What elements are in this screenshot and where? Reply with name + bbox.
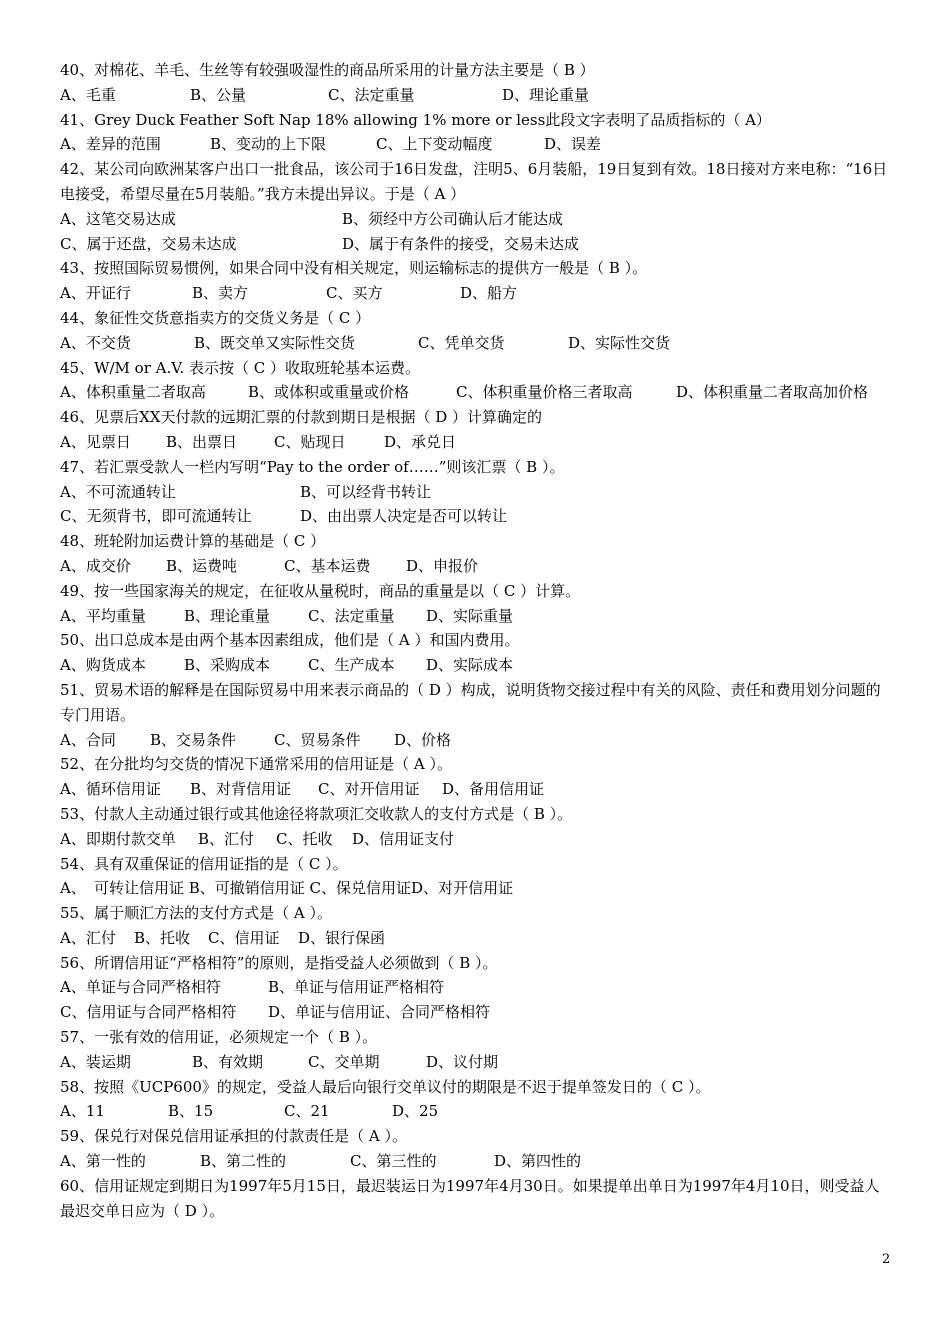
option: C、凭单交货	[418, 333, 505, 352]
options-row	[60, 1149, 890, 1174]
option: C、贴现日	[274, 432, 346, 451]
question-stem: 54、具有双重保证的信用证指的是（ C ）。	[60, 854, 348, 873]
option: C、属于还盘，交易未达成	[60, 234, 237, 253]
options-row	[60, 331, 890, 356]
option: A、第一性的	[60, 1152, 146, 1171]
option: B、理论重量	[184, 606, 271, 625]
question-stem: 59、保兑行对保兑信用证承担的付款责任是（ A ）。	[60, 1127, 407, 1146]
option: C、买方	[326, 284, 383, 303]
option: D、银行保函	[298, 928, 386, 947]
option: A、见票日	[60, 432, 131, 451]
option: D、价格	[394, 730, 452, 749]
option: B、出票日	[166, 432, 238, 451]
option: D、实际性交货	[568, 333, 671, 352]
option: A、装运期	[60, 1052, 131, 1071]
option: B、第二性的	[200, 1152, 287, 1171]
option: B、既交单又实际性交货	[194, 333, 356, 352]
options-row	[60, 83, 890, 108]
option: C、基本运费	[284, 556, 371, 575]
option: C、贸易条件	[274, 730, 361, 749]
options-row	[60, 480, 890, 505]
option: B、交易条件	[150, 730, 237, 749]
option: A、不可流通转让	[60, 482, 176, 501]
option: C、法定重量	[328, 85, 415, 104]
options-row	[60, 777, 890, 802]
option: D、承兑日	[384, 432, 457, 451]
options-row	[60, 430, 890, 455]
question-stem: 58、按照《UCP600》的规定，受益人最后向银行交单议付的期限是不迟于提单签发日的（ C ）。	[60, 1077, 711, 1096]
options-row	[60, 504, 890, 529]
option: D、实际重量	[426, 606, 514, 625]
option: A、循环信用证	[60, 780, 161, 799]
question-stem: 60、信用证规定到期日为1997年5月15日，最迟装运日为1997年4月30日。如果提单出单日为1997年4月10日，则受益人最迟交单日应为（ D ）。	[60, 1176, 880, 1220]
option: D、理论重量	[502, 85, 590, 104]
option: C、托收	[276, 829, 333, 848]
option: C、信用证	[208, 928, 280, 947]
question-stem: 46、见票后XX天付款的远期汇票的付款到期日是根据（ D ）计算确定的	[60, 408, 543, 427]
option: A、体积重量二者取高	[60, 383, 206, 402]
question-stem: 48、班轮附加运费计算的基础是（ C ）	[60, 532, 326, 551]
option: D、信用证支付	[352, 829, 455, 848]
option: C、信用证与合同严格相符	[60, 1003, 237, 1022]
option: C、交单期	[308, 1052, 380, 1071]
option: A、即期付款交单	[60, 829, 176, 848]
option: C、生产成本	[308, 656, 395, 675]
option: D、申报价	[406, 556, 479, 575]
options-row	[60, 1050, 890, 1075]
option: B、单证与信用证严格相符	[268, 978, 445, 997]
option: D、属于有条件的接受，交易未达成	[342, 234, 580, 253]
option: A、成交价	[60, 556, 131, 575]
option: A、差异的范围	[60, 135, 161, 154]
option: B、变动的上下限	[210, 135, 327, 154]
option: C、无须背书，即可流通转让	[60, 507, 252, 526]
question-stem: 55、属于顺汇方法的支付方式是（ A ）。	[60, 904, 332, 923]
question-stem: 47、若汇票受款人一栏内写明“Pay to the order of……”则该汇票（ B ）。	[60, 457, 565, 476]
question-stem: 42、某公司向欧洲某客户出口一批食品，该公司于16日发盘，注明5、6月装船，19日复到有效。18日接对方来电称：“16日电接受，希望尽量在5月装船。”我方未提出异议。于是（ A ）	[60, 160, 888, 203]
options-row	[60, 728, 890, 753]
question-stem: 43、按照国际贸易惯例，如果合同中没有相关规定，则运输标志的提供方一般是（ B ）。	[60, 259, 648, 278]
options-row	[60, 876, 890, 901]
question-stem: 41、Grey Duck Feather Soft Nap 18% allowing 1% more or less此段文字表明了品质指标的（ A）	[60, 110, 771, 129]
option: D、体积重量二者取高加价格	[676, 383, 869, 402]
question-stem: 49、按一些国家海关的规定，在征收从量税时，商品的重量是以（ C ）计算。	[60, 581, 581, 600]
option: C、上下变动幅度	[376, 135, 493, 154]
option: C、体积重量价格三者取高	[456, 383, 633, 402]
question-list	[60, 58, 890, 1223]
question-stem: 44、象征性交货意指卖方的交货义务是（ C ）	[60, 308, 371, 327]
option: D、议付期	[426, 1052, 499, 1071]
option: A、毛重	[60, 85, 116, 104]
question-stem: 53、付款人主动通过银行或其他途径将款项汇交收款人的支付方式是（ B ）。	[60, 804, 573, 823]
question-stem: 40、对棉花、羊毛、生丝等有较强吸湿性的商品所采用的计量方法主要是（ B ）	[60, 61, 595, 79]
options-row	[60, 232, 890, 257]
option: D、备用信用证	[442, 780, 545, 799]
option: B、须经中方公司确认后才能达成	[342, 209, 564, 228]
options-row	[60, 1000, 890, 1025]
option: C、法定重量	[308, 606, 395, 625]
options-row	[60, 1099, 890, 1124]
options-row	[60, 132, 890, 157]
option: D、第四性的	[494, 1152, 582, 1171]
option: B、可以经背书转让	[300, 482, 432, 501]
option: D、船方	[460, 284, 518, 303]
option: A、购货成本	[60, 656, 146, 675]
option: C、第三性的	[350, 1152, 437, 1171]
option: B、15	[168, 1102, 214, 1121]
option: A、	[60, 879, 86, 898]
option: A、11	[60, 1102, 105, 1121]
option: B、或体积或重量或价格	[248, 383, 410, 402]
option: C、21	[284, 1102, 330, 1121]
option: A、平均重量	[60, 606, 146, 625]
question-stem: 52、在分批均匀交货的情况下通常采用的信用证是（ A ）。	[60, 755, 452, 774]
option: 可转让信用证 B、可撤销信用证 C、保兑信用证D、对开信用证	[94, 879, 514, 898]
options-row	[60, 554, 890, 579]
options-row	[60, 926, 890, 951]
option: A、不交货	[60, 333, 131, 352]
option: B、托收	[134, 928, 191, 947]
option: A、合同	[60, 730, 116, 749]
options-row	[60, 604, 890, 629]
option: D、单证与信用证、合同严格相符	[268, 1003, 491, 1022]
options-row	[60, 207, 890, 232]
question-stem: 57、一张有效的信用证，必须规定一个（ B ）。	[60, 1028, 378, 1047]
option: B、卖方	[192, 284, 249, 303]
option: C、对开信用证	[318, 780, 420, 799]
option: D、由出票人决定是否可以转让	[300, 507, 508, 526]
option: B、汇付	[198, 829, 255, 848]
option: B、对背信用证	[190, 780, 292, 799]
question-stem: 51、贸易术语的解释是在国际贸易中用来表示商品的（ D ）构成，说明货物交接过程中有关的风险、责任和费用划分问题的专门用语。	[60, 680, 881, 724]
option: A、这笔交易达成	[60, 209, 176, 228]
option: D、25	[392, 1102, 439, 1121]
option: B、采购成本	[184, 656, 271, 675]
option: D、实际成本	[426, 656, 514, 675]
options-row	[60, 281, 890, 306]
option: B、有效期	[192, 1052, 264, 1071]
option: A、开证行	[60, 284, 131, 303]
options-row	[60, 380, 890, 405]
option: D、误差	[544, 135, 602, 154]
page-number: 2	[882, 1252, 891, 1267]
option: A、单证与合同严格相符	[60, 978, 221, 997]
question-stem: 45、W/M or A.V. 表示按（ C ）收取班轮基本运费。	[60, 358, 421, 377]
options-row	[60, 827, 890, 852]
question-stem: 56、所谓信用证“严格相符”的原则，是指受益人必须做到（ B ）。	[60, 953, 498, 972]
option: B、公量	[190, 85, 247, 104]
option: A、汇付	[60, 928, 116, 947]
question-stem: 50、出口总成本是由两个基本因素组成，他们是（ A ）和国内费用。	[60, 631, 520, 650]
options-row	[60, 653, 890, 678]
option: B、运费吨	[166, 556, 238, 575]
options-row	[60, 975, 890, 1000]
